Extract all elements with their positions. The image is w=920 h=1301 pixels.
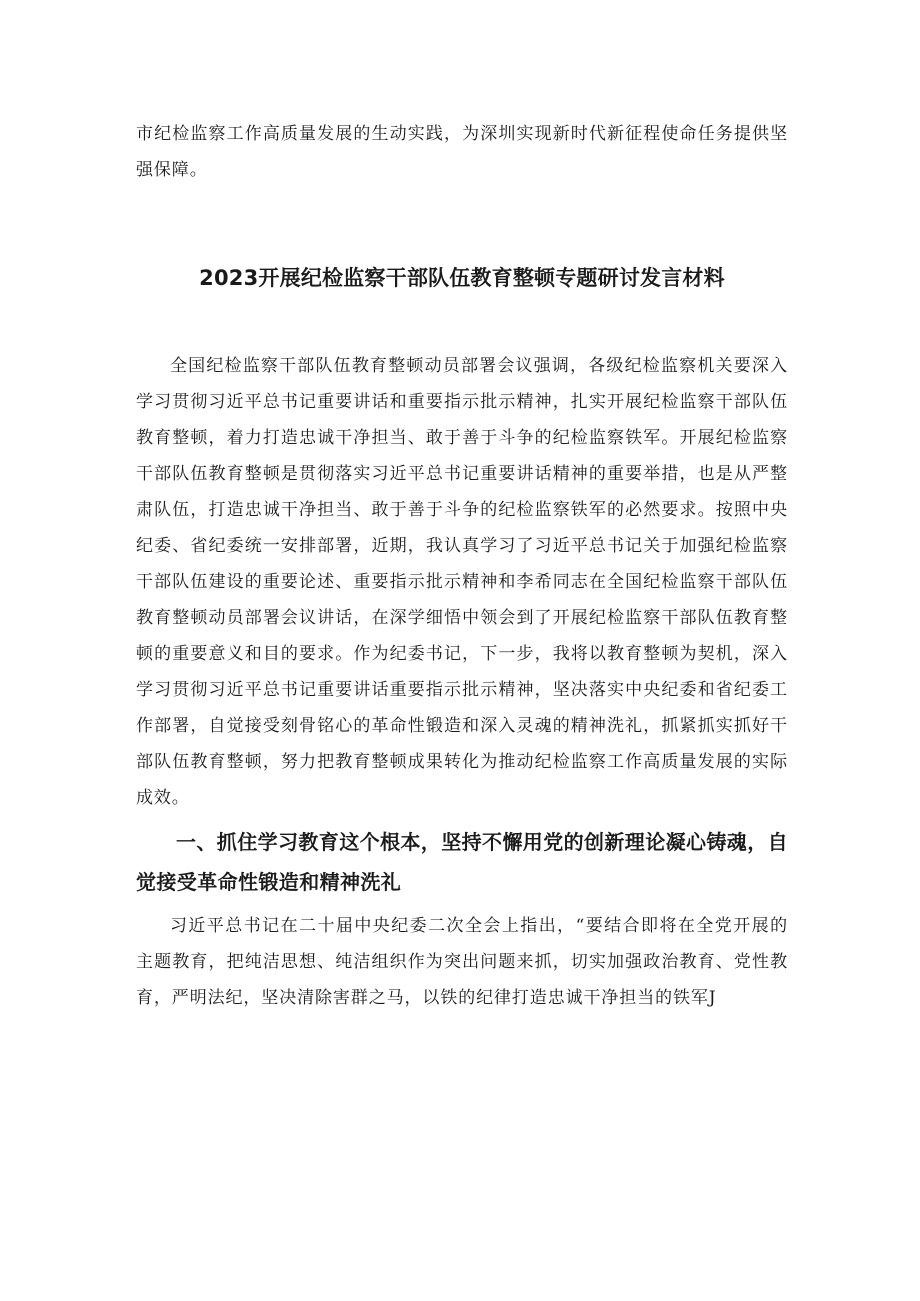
- continuation-paragraph: 市纪检监察工作高质量发展的生动实践，为深圳实现新时代新征程使命任务提供坚强保障。: [136, 124, 788, 180]
- title-spacer: [136, 304, 788, 348]
- section-heading: 一、抓住学习教育这个根本，坚持不懈用党的创新理论凝心铸魂，自觉接受革命性锻造和精神洗礼: [136, 830, 788, 894]
- intro-paragraph: 全国纪检监察干部队伍教育整顿动员部署会议强调，各级纪检监察机关要深入学习贯彻习近平总书记重要讲话和重要指示批示精神，扎实开展纪检监察干部队伍教育整顿，着力打造忠诚干净担当、敢于善于斗争的纪检监察铁军。开展纪检监察干部队伍教育整顿是贯彻落实习近平总书记重要讲话精神的重要举措，也是从严整肃队伍，打造忠诚干净担当、敢于善于斗争的纪检监察铁军的必然要求。按照中央纪委、省纪委统一安排部署，近期，我认真学习了习近平总书记关于加强纪检监察干部队伍建设的重要论述、重要指示批示精神和李希同志在全国纪检监察干部队伍教育整顿动员部署会议讲话，在深学细悟中领会到了开展纪检监察干部队伍教育整顿的重要意义和目的要求。作为纪委书记，下一步，我将以教育整顿为契机，深入学习贯彻习近平总书记重要讲话重要指示批示精神，坚决落实中央纪委和省纪委工作部署，自觉接受刻骨铭心的革命性锻造和深入灵魂的精神洗礼，抓紧抓实抓好干部队伍教育整顿，努力把教育整顿成果转化为推动纪检监察工作高质量发展的实际成效。: [136, 356, 788, 808]
- section-paragraph: 习近平总书记在二十届中央纪委二次全会上指出，“要结合即将在全党开展的主题教育，把纯洁思想、纯洁组织作为突出问题来抓，切实加强政治教育、党性教育，严明法纪，坚决清除害群之马，以铁的纪律打造忠诚干净担当的铁军J: [136, 916, 788, 1008]
- document-body: [136, 116, 788, 1016]
- document-title: 2023开展纪检监察干部队伍教育整顿专题研讨发言材料: [199, 266, 725, 290]
